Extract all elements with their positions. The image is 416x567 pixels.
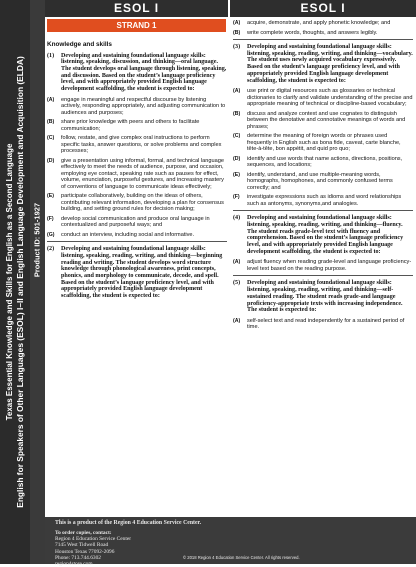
header-left: ESOL I (45, 0, 228, 17)
student-expectation (47, 135, 227, 155)
item-label: (2) (47, 246, 55, 253)
product-id: Product ID: 501-1927 (32, 202, 42, 278)
item-text: acquire, demonstrate, and apply phonetic knowledge; and (247, 20, 391, 26)
student-expectation (233, 259, 413, 272)
item-text: Developing and sustaining foundational language skills: listening, speaking, discussion, and thinking—oral language. The student develops oral language through listening, speaking, and discussion. Based on the student’s language proficiency level, and with appropriately provided English language development scaffolding, the student is expected to: (61, 52, 227, 93)
side-title (5, 2, 25, 562)
item-label: (A) (233, 88, 241, 95)
student-expectation (233, 318, 413, 331)
item-label: (E) (233, 171, 240, 178)
footer-contact (55, 530, 131, 567)
item-text: give a presentation using informal, formal, and technical language effectively to meet the needs of audience, purpose, and occasion, employing eye contact, speaking rate such as pauses for effect, volume, enunciation, purposeful gestures, and increasing mastery of conventions of language to communicate ideas effectively; (61, 157, 224, 190)
item-label: (A) (233, 20, 241, 26)
knowledge-skill-statement (233, 215, 413, 255)
item-label: (B) (233, 29, 241, 36)
student-expectation (233, 133, 413, 153)
footer-copies: To order copies, contact: (55, 530, 112, 536)
side-title-line1: Texas Essential Knowledge and Skills for English as a Second Language (5, 143, 14, 421)
footer-heading: This is a product of the Region 4 Education Service Center. (55, 520, 202, 526)
knowledge-skill-statement (47, 246, 227, 300)
footer-city: Houston Texas 77092-2096 (55, 548, 115, 555)
item-label: (A) (47, 96, 55, 103)
item-text: identify, understand, and use multiple-meaning words, homographs, homophones, and commonly confused terms correctly; and (247, 171, 393, 191)
section-divider (47, 241, 227, 242)
item-text: investigate expressions such as idioms and word relationships such as antonyms, synonyms,and analogies. (247, 194, 402, 207)
knowledge-skill-statement (233, 280, 413, 314)
item-label: (A) (233, 317, 241, 324)
item-label: (F) (233, 194, 240, 201)
item-label: (D) (233, 155, 241, 162)
item-text: determine the meaning of foreign words or phrases used frequently in English such as bona fide, caveat, carte blanche, tête-à-tête, bon appétit, and quid pro quo; (247, 133, 401, 153)
right-items (233, 20, 413, 331)
item-label: (4) (233, 215, 241, 222)
item-text: identify and use words that name actions, directions, positions, sequences, and locations; (247, 155, 403, 169)
footer-copyright: © 2018 Region 4 Education Service Center. All rights reserved. (183, 555, 300, 560)
student-expectation (47, 193, 227, 213)
left-column (47, 36, 227, 304)
item-label: (F) (47, 215, 54, 222)
item-text: adjust fluency when reading grade-level and language proficiency-level text based on the reading purpose. (247, 259, 412, 272)
item-label: (E) (47, 193, 54, 200)
student-expectation (233, 20, 413, 27)
side-title-line2: English for Speakers of Other Languages (ESOL) I–II and English Language Development and Acquisition (ELDA) (15, 56, 25, 508)
product-id-bar (30, 0, 45, 564)
item-text: Developing and sustaining foundational language skills: listening, speaking, reading, writing, and thinking—self-sustained reading. The student reads grade-and language proficiency-appropriate texts with increasing independence. The student is expected to: (247, 280, 403, 314)
student-expectation (233, 30, 413, 37)
item-text: use print or digital resources such as glossaries or technical dictionaries to clarify and validate understanding of the precise and appropriate meaning of technical or discipline-based vocabulary; (247, 88, 413, 108)
student-expectation (47, 119, 227, 132)
item-text: self-select text and read independently for a sustained period of time. (247, 317, 405, 331)
item-label: (A) (233, 259, 241, 266)
item-label: (C) (233, 133, 241, 140)
item-label: (3) (233, 44, 241, 50)
item-text: discuss and analyze context and use cognates to distinguish between the denotative and connotative meanings of words and phrases; (247, 110, 406, 130)
item-text: follow, restate, and give complex oral instructions to perform specific tasks, answer questions, or solve problems and complex processes; (61, 135, 222, 155)
item-text: write complete words, thoughts, and answers legibly. (247, 29, 378, 36)
student-expectation (47, 232, 227, 239)
header-right: ESOL I (230, 0, 416, 17)
knowledge-skill-statement (47, 53, 227, 93)
item-label: (C) (47, 135, 55, 142)
footer-phone: Phone: 713.744.6302 (55, 554, 101, 561)
item-text: Developing and sustaining foundational language skills: listening, speaking, reading, writing, and thinking—fluency. The student reads grade-level text with fluency and comprehension. Based on the student’s language proficiency level, and with appropriately provided English language development scaffolding, the student is expected to: (247, 215, 404, 255)
knowledge-skill-statement (233, 44, 413, 84)
left-items (47, 53, 227, 300)
section-divider (233, 39, 413, 40)
footer (45, 517, 416, 567)
right-column (233, 20, 413, 334)
strand-banner: STRAND 1 (47, 19, 226, 32)
footer-web[interactable]: region4store.com (55, 561, 93, 567)
item-label: (B) (47, 119, 55, 126)
item-label: (B) (233, 110, 241, 117)
item-text: develop social communication and produce oral language in contextualized and purposeful ways; and (61, 215, 210, 229)
item-label: (1) (47, 52, 55, 59)
item-text: Developing and sustaining foundational language skills: listening, speaking, reading, writing, and thinking—vocabulary. The student uses newly acquired vocabulary expressively. Based on the student’s language proficiency level, and with appropriately provided English language development scaffolding, the student is expected to: (247, 44, 413, 84)
item-text: Developing and sustaining foundational language skills: listening, speaking, reading, writing, and thinking—beginning reading and writing. The student develops word structure knowledge through phonological awareness, print concepts, phonics, and morphology to communicate, decode, and spell. Based on the student’s language proficiency level, and with appropriately provided English language development scaffolding, the student is expected to: (61, 246, 223, 300)
section-divider (233, 275, 413, 276)
item-text: engage in meaningful and respectful discourse by listening actively, responding appropriately, and adjusting communication to audiences and purposes; (61, 96, 226, 116)
student-expectation (233, 156, 413, 169)
footer-street: 7145 West Tidwell Road (55, 542, 109, 549)
student-expectation (233, 172, 413, 192)
item-label: (G) (47, 231, 55, 238)
footer-org: Region 4 Education Service Center (55, 536, 132, 543)
student-expectation (233, 111, 413, 131)
side-title-bar (0, 0, 30, 564)
student-expectation (47, 216, 227, 229)
student-expectation (233, 194, 413, 207)
item-text: conduct an interview, including social and informative. (61, 231, 195, 238)
knowledge-heading: Knowledge and skills (47, 41, 112, 48)
student-expectation (47, 158, 227, 191)
item-label: (5) (233, 280, 241, 287)
item-label: (D) (47, 157, 55, 164)
section-divider (233, 210, 413, 211)
item-text: participate collaboratively, building on the ideas of others, contributing relevant information, developing a plan for consensus building, and setting ground rules for decision making; (61, 193, 224, 213)
student-expectation (47, 97, 227, 117)
item-text: share prior knowledge with peers and others to facilitate communication; (61, 119, 200, 132)
student-expectation (233, 88, 413, 108)
